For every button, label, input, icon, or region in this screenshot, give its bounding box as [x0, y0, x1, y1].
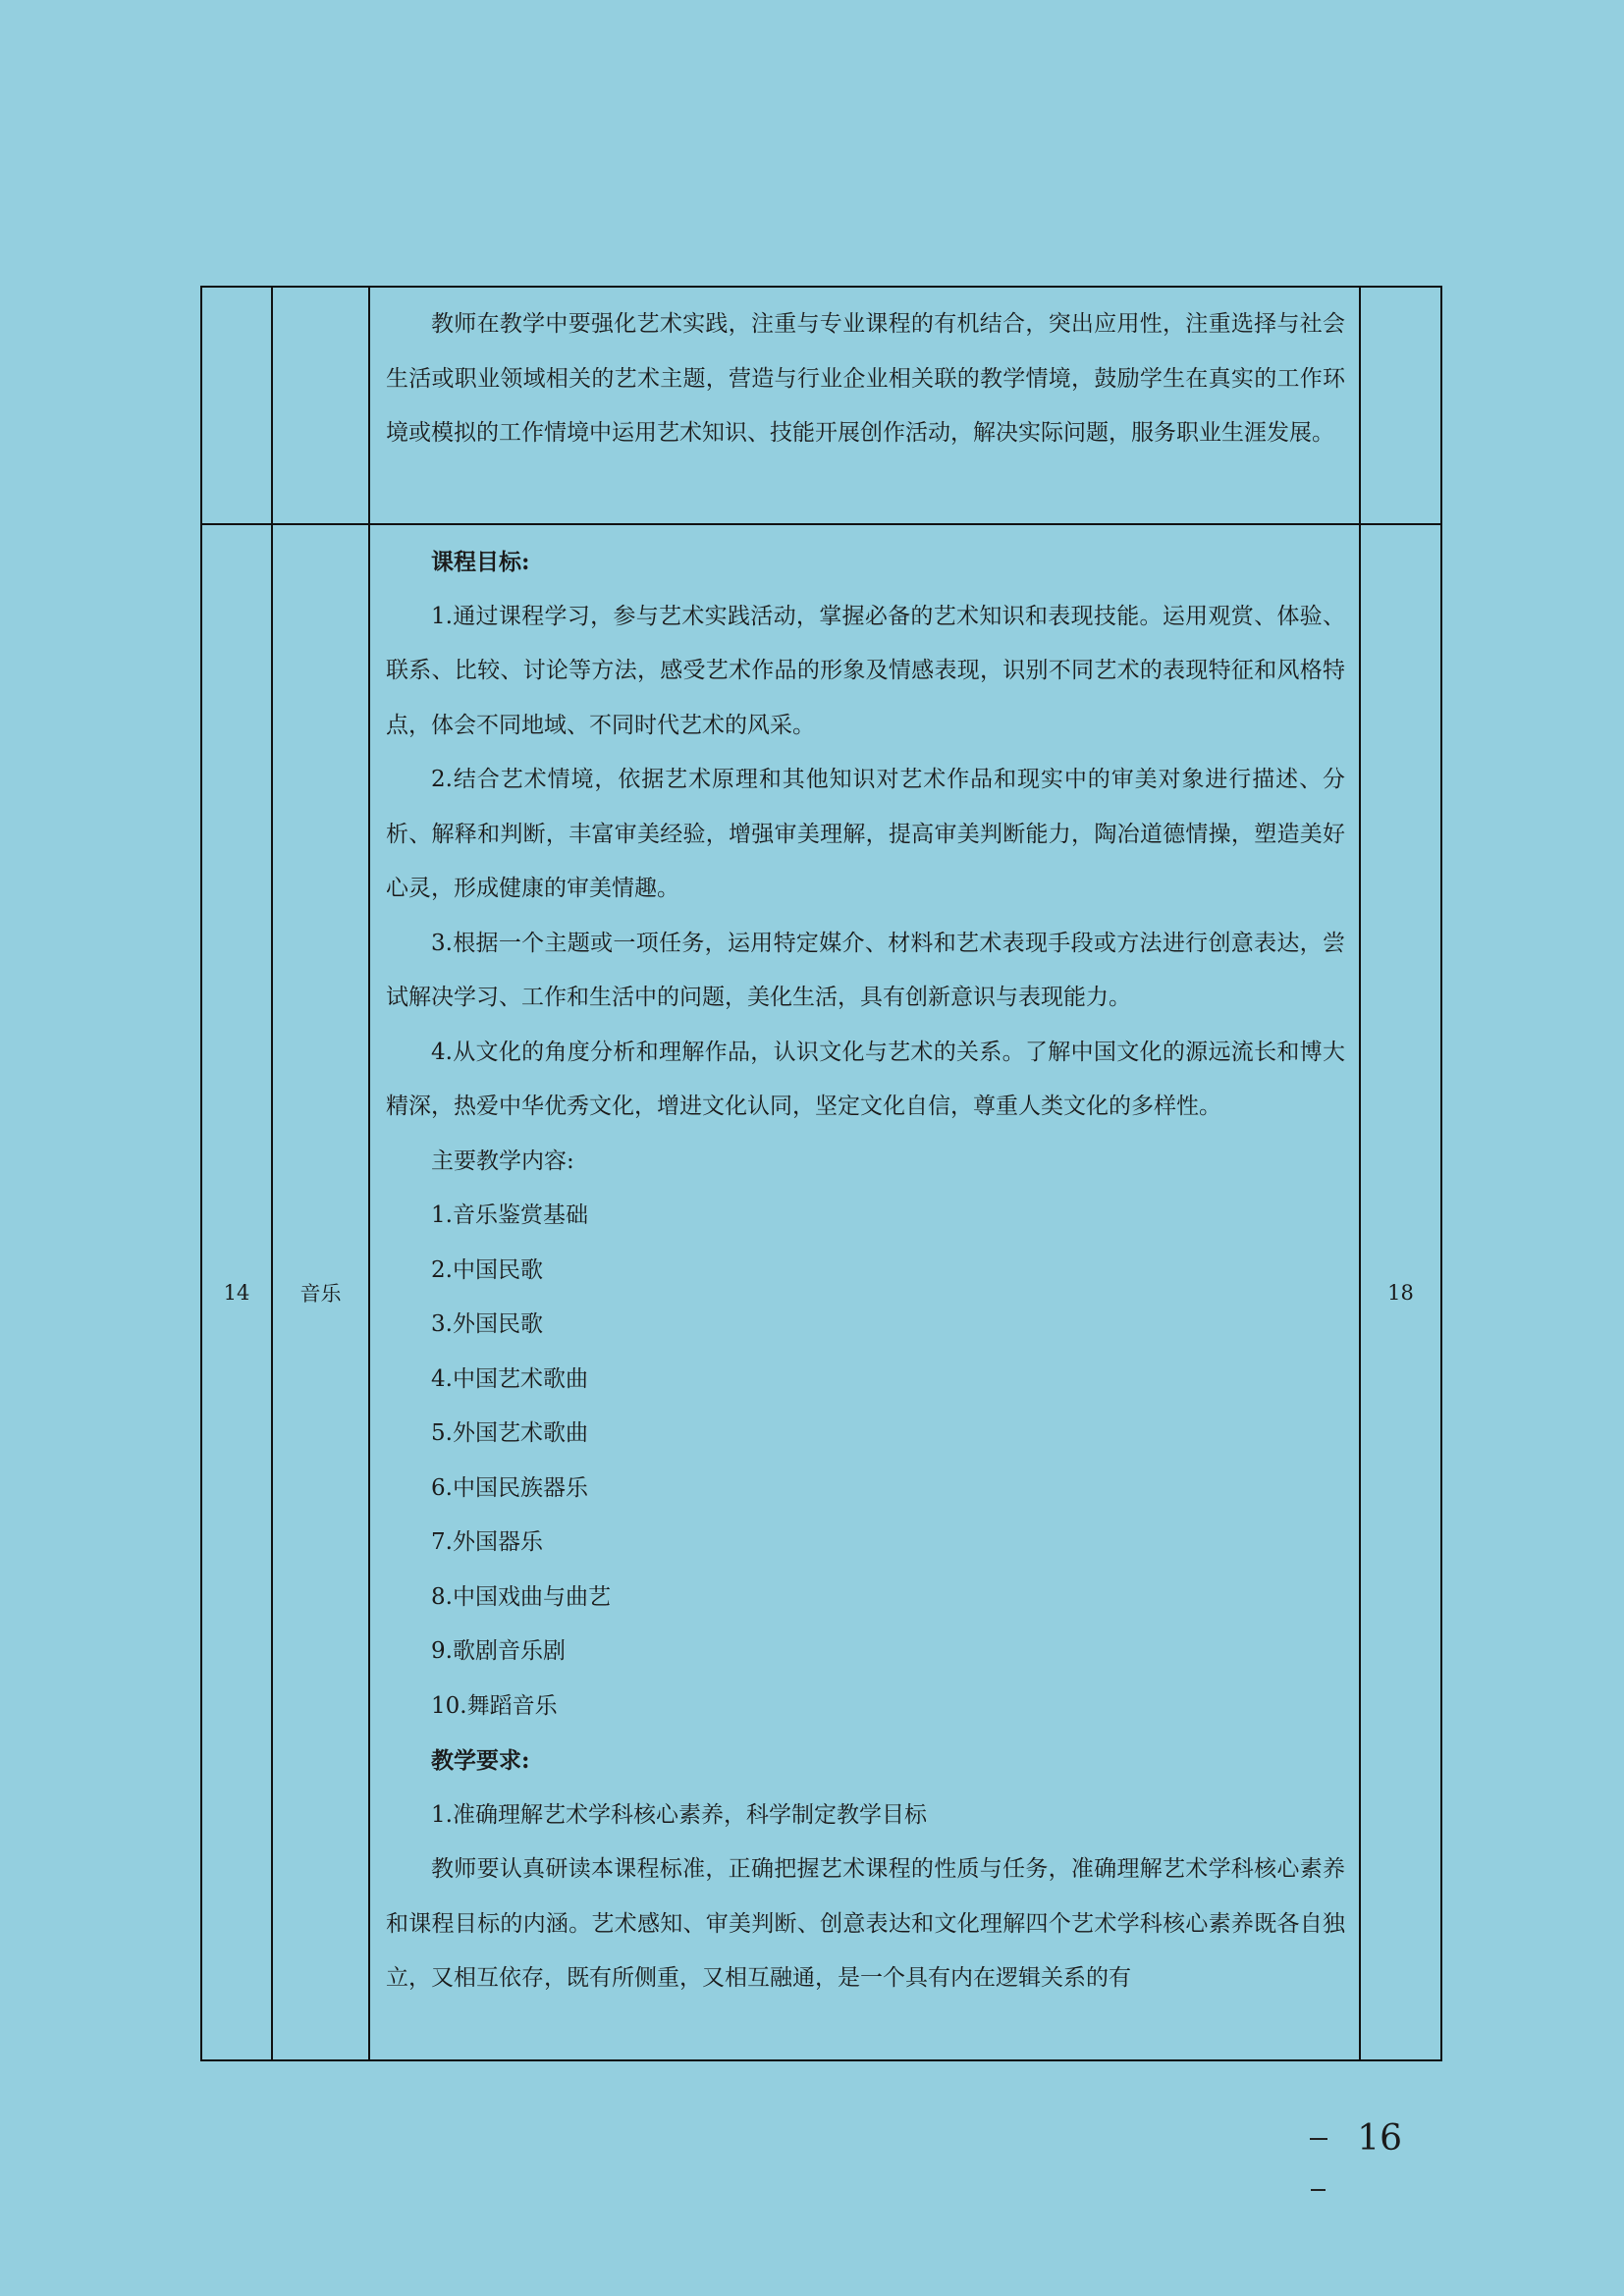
content-item: 1.音乐鉴赏基础 [431, 1202, 588, 1228]
page-number-dash [1311, 2189, 1326, 2191]
content-heading: 主要教学内容: [431, 1148, 574, 1174]
content-item: 10.舞蹈音乐 [431, 1692, 558, 1719]
content-item: 6.中国民族器乐 [431, 1474, 588, 1501]
table-row [201, 287, 1441, 524]
goal-paragraph: 4.从文化的角度分析和理解作品，认识文化与艺术的关系。了解中国文化的源远流长和博大精深，热爱中华优秀文化，增进文化认同，坚定文化自信，尊重人类文化的多样性。 [386, 1039, 1345, 1119]
row-number-cell [201, 287, 272, 524]
content-item: 4.中国艺术歌曲 [431, 1365, 588, 1392]
requirements-heading: 教学要求: [431, 1747, 530, 1774]
requirements-paragraph: 教师要认真研读本课程标准，正确把握艺术课程的性质与任务，准确理解艺术学科核心素养和课程目标的内涵。艺术感知、审美判断、创意表达和文化理解四个艺术学科核心素养既各自独立，又相互依存，既有所侧重，又相互融通，是一个具有内在逻辑关系的有 [386, 1856, 1345, 1991]
content-item: 5.外国艺术歌曲 [431, 1420, 588, 1446]
row-number-cell: 14 [201, 524, 272, 2060]
goal-paragraph: 2.结合艺术情境，依据艺术原理和其他知识对艺术作品和现实中的审美对象进行描述、分析、解释和判断，丰富审美经验，增强审美理解，提高审美判断能力，陶冶道德情操，塑造美好心灵，形成健康的审美情趣。 [386, 767, 1345, 901]
goal-paragraph: 3.根据一个主题或一项任务，运用特定媒介、材料和艺术表现手段或方法进行创意表达，尝试解决学习、工作和生活中的问题，美化生活，具有创新意识与表现能力。 [386, 930, 1345, 1010]
course-content-cell [369, 524, 1360, 2060]
content-item: 3.外国民歌 [431, 1311, 543, 1337]
page-number: 16 [1357, 2118, 1402, 2159]
course-content-cell [369, 287, 1360, 524]
content-item: 8.中国戏曲与曲艺 [431, 1583, 611, 1610]
paragraph: 教师在教学中要强化艺术实践，注重与专业课程的有机结合，突出应用性，注重选择与社会生活或职业领域相关的艺术主题，营造与行业企业相关联的教学情境，鼓励学生在真实的工作环境或模拟的工作情境中运用艺术知识、技能开展创作活动，解决实际问题，服务职业生涯发展。 [386, 311, 1345, 446]
page-number-dash [1310, 2138, 1327, 2140]
course-name-cell [272, 287, 369, 524]
hours-cell [1360, 287, 1441, 524]
goal-paragraph: 1.通过课程学习，参与艺术实践活动，掌握必备的艺术知识和表现技能。运用观赏、体验、联系、比较、讨论等方法，感受艺术作品的形象及情感表现，识别不同艺术的表现特征和风格特点，体会不同地域、不同时代艺术的风采。 [386, 603, 1345, 738]
content-item: 7.外国器乐 [431, 1529, 543, 1555]
table-row [201, 524, 1441, 2060]
goals-heading: 课程目标: [431, 549, 530, 575]
content-item: 2.中国民歌 [431, 1256, 543, 1283]
content-item: 9.歌剧音乐剧 [431, 1638, 566, 1664]
course-table [200, 286, 1442, 2061]
hours-cell: 18 [1360, 524, 1441, 2060]
requirements-subheading: 1.准确理解艺术学科核心素养，科学制定教学目标 [431, 1801, 927, 1828]
course-name-cell: 音乐 [272, 524, 369, 2060]
